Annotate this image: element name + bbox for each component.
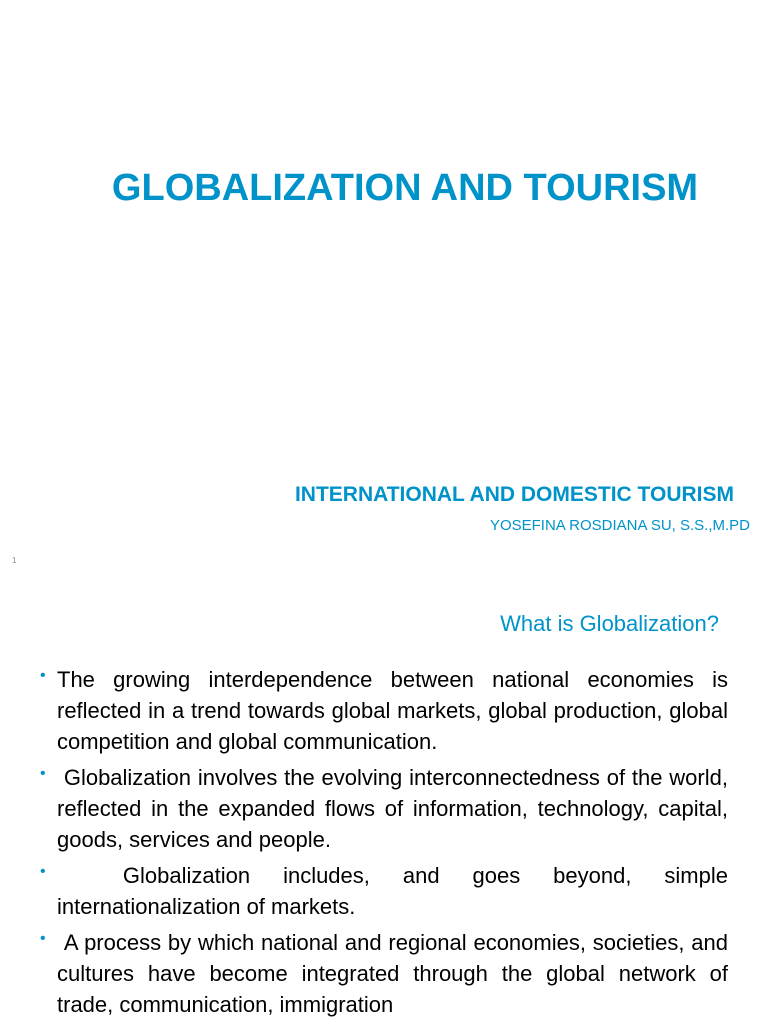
slide-subtitle: INTERNATIONAL AND DOMESTIC TOURISM	[294, 483, 734, 506]
section-heading: What is Globalization?	[500, 611, 719, 636]
bullet-item	[40, 860, 735, 922]
bullet-item	[40, 664, 728, 757]
bullet-icon: •	[40, 863, 46, 880]
bullet-item	[40, 762, 735, 855]
bullet-text: The growing interdependence between national economies is reflected in a trend towards global markets, global production, global competition and global communication.	[57, 667, 728, 754]
bullet-icon: •	[40, 667, 46, 684]
author-name: YOSEFINA ROSDIANA SU, S.S.,M.PD	[489, 517, 750, 534]
content-slide	[0, 580, 768, 1024]
page-number: 1	[12, 556, 17, 565]
bullet-text: Globalization includes, and goes beyond, simple internationalization of markets.	[57, 863, 735, 919]
bullet-icon: •	[40, 765, 46, 782]
bullet-list	[40, 664, 735, 1024]
bullet-text: Globalization involves the evolving interconnectedness of the world, reflected in the expanded flows of information, technology, capital, goods, services and people.	[57, 765, 735, 852]
bullet-item	[40, 927, 735, 1020]
slide-title: GLOBALIZATION AND TOURISM	[111, 167, 699, 209]
bullet-text: A process by which national and regional economies, societies, and cultures have become integrated through the global network of trade, communication, immigration	[57, 930, 735, 1017]
bullet-icon: •	[40, 930, 46, 947]
